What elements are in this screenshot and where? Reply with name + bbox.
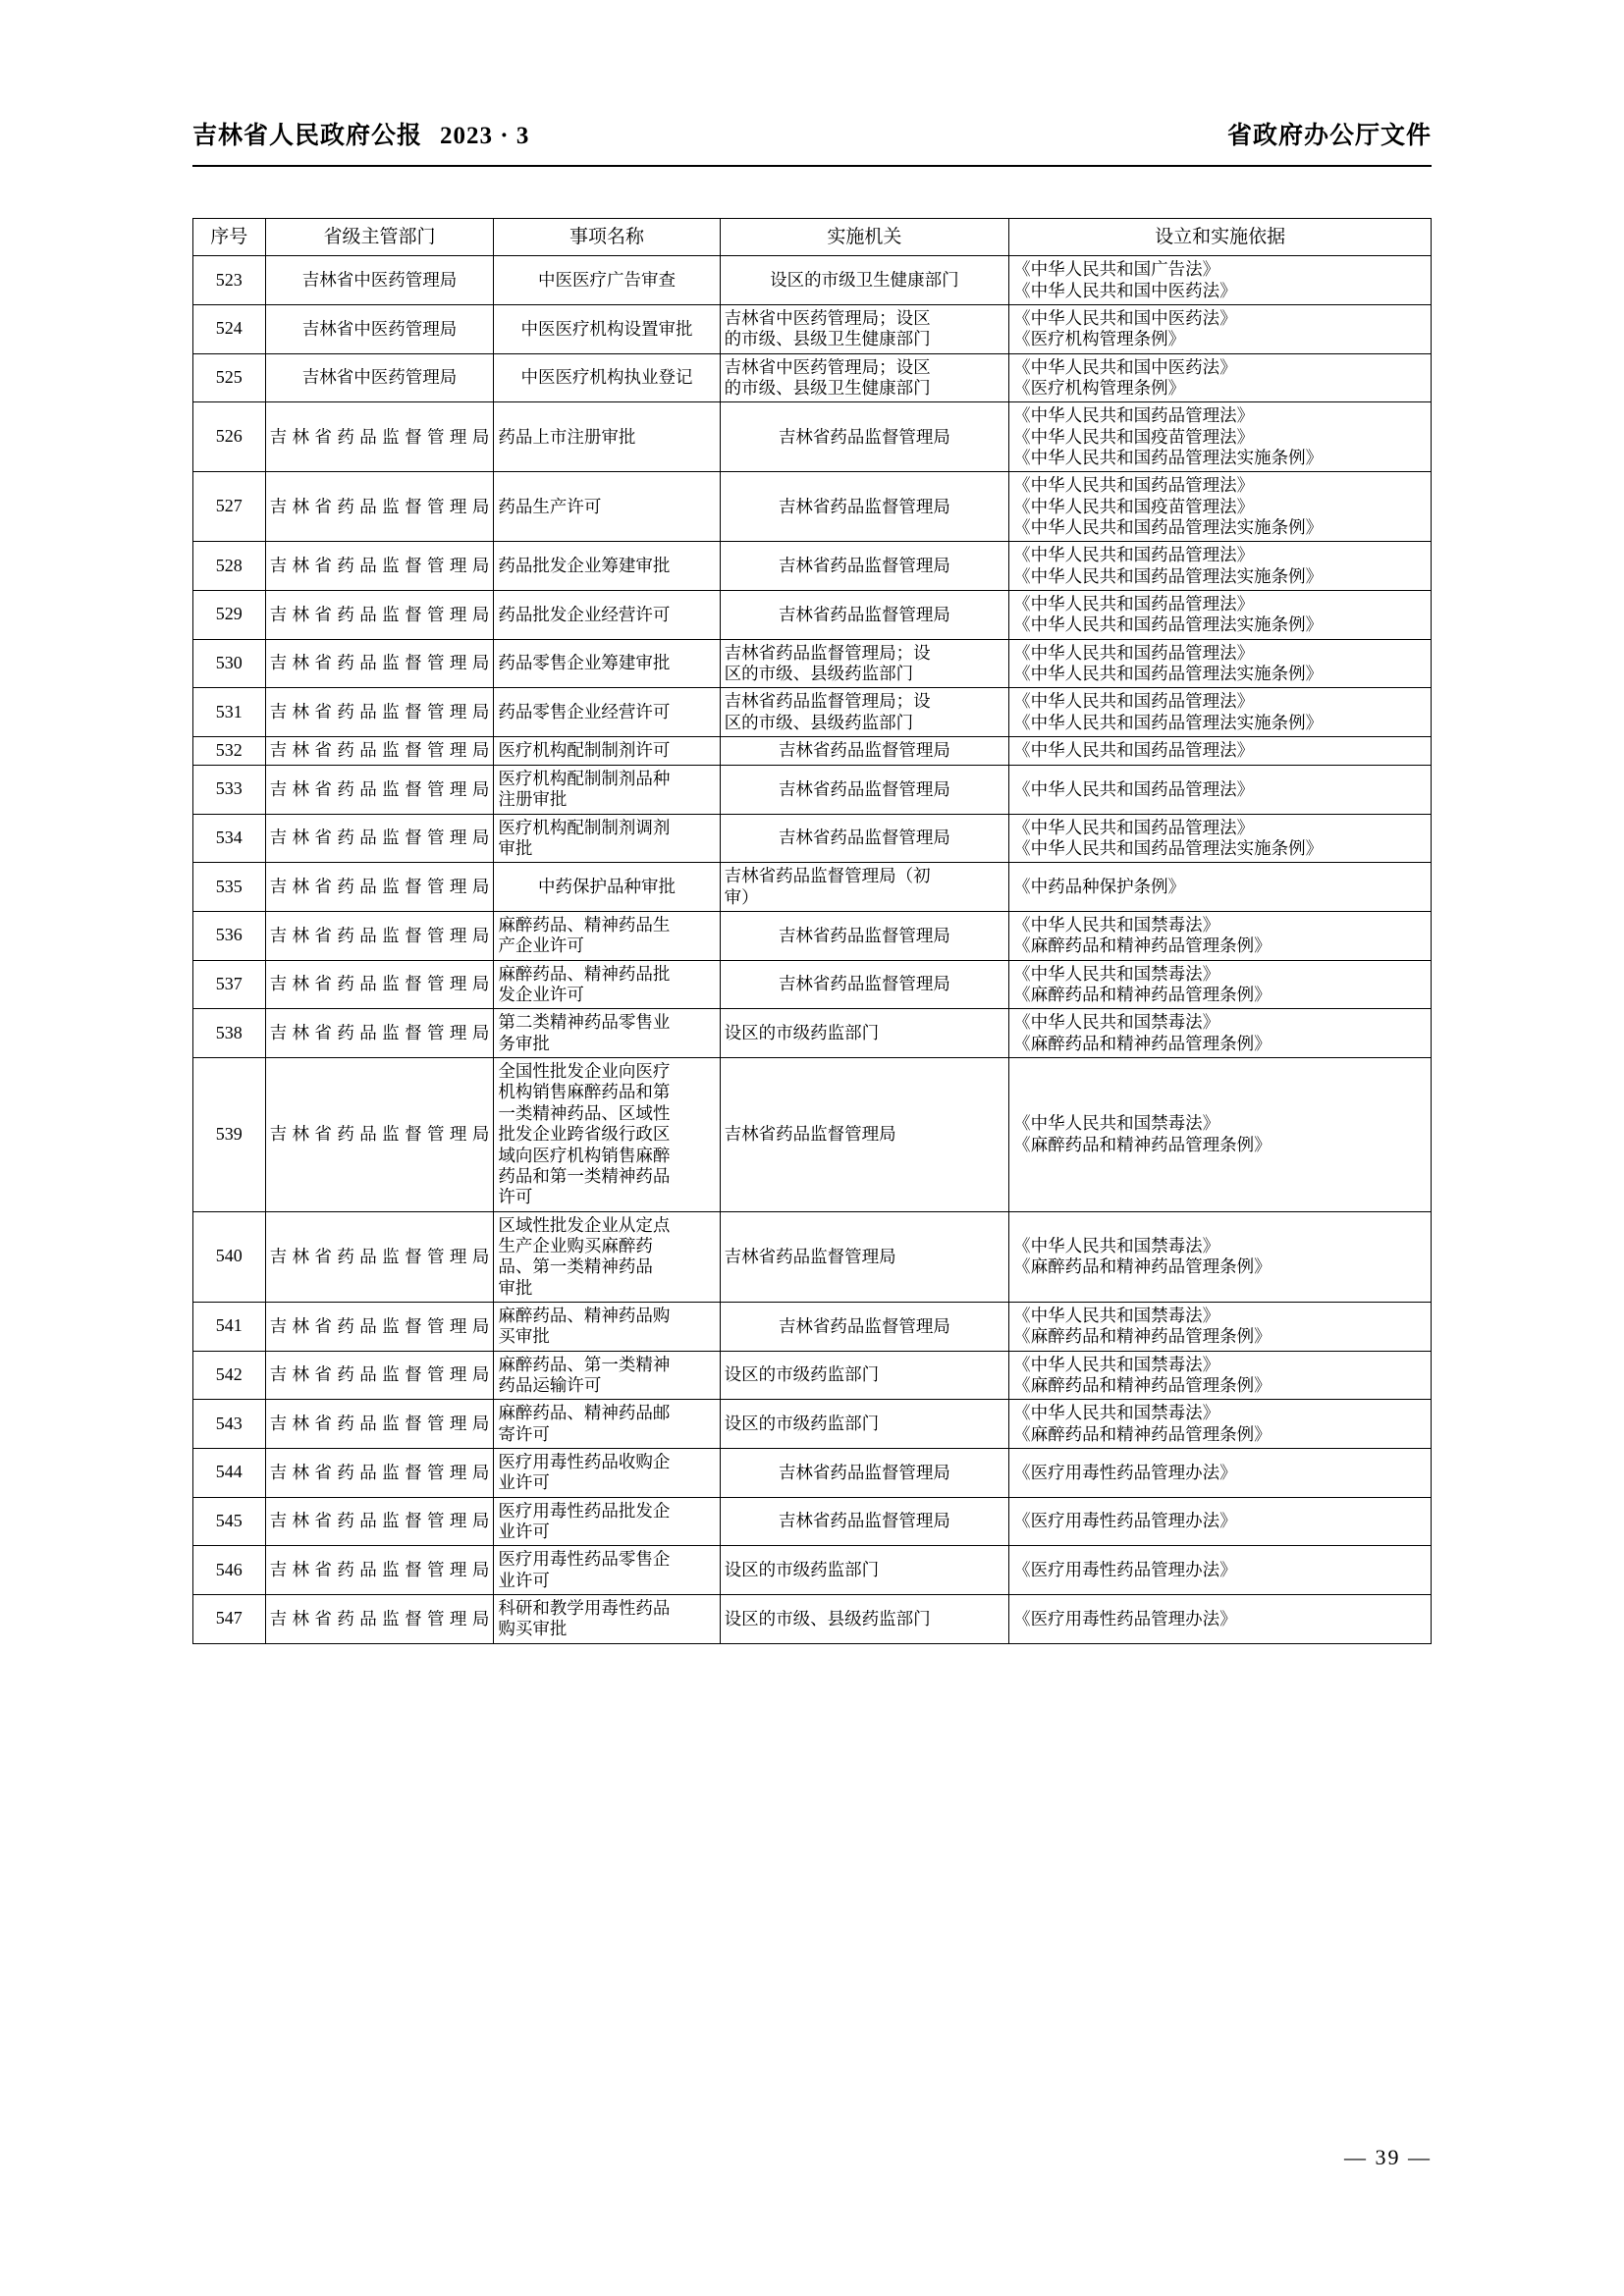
cell-item-name-line: 购买审批 (498, 1619, 568, 1639)
cell-legal-basis (1009, 1009, 1432, 1058)
cell-implementing-organ-line: 吉林省药品监督管理局；设 (724, 691, 931, 712)
cell-legal-basis-line: 《中华人民共和国禁毒法》 (1013, 963, 1220, 984)
cell-item-name: 药品上市注册审批 (494, 402, 720, 472)
cell-implementing-organ-line: 区的市级、县级药监部门 (724, 712, 914, 732)
cell-implementing-organ (720, 863, 1008, 912)
cell-item-name-line: 麻醉药品、精神药品邮 (498, 1403, 671, 1423)
cell-department: 吉林省药品监督管理局 (265, 1058, 494, 1211)
cell-department: 吉林省药品监督管理局 (265, 1546, 494, 1595)
cell-legal-basis (1009, 402, 1432, 472)
table-row (193, 688, 1432, 737)
page-header (192, 116, 1432, 151)
cell-legal-basis (1009, 542, 1432, 591)
cell-sequence: 537 (193, 960, 266, 1009)
cell-implementing-organ (720, 353, 1008, 402)
cell-sequence: 533 (193, 766, 266, 815)
table-row (193, 590, 1432, 639)
cell-legal-basis-line: 《中华人民共和国药品管理法》 (1013, 740, 1255, 761)
cell-legal-basis-line: 《中华人民共和国药品管理法》 (1013, 593, 1255, 614)
cell-implementing-organ (720, 639, 1008, 688)
cell-sequence: 539 (193, 1058, 266, 1211)
cell-item-name-line: 许可 (498, 1187, 533, 1207)
cell-legal-basis-line: 《中华人民共和国禁毒法》 (1013, 1113, 1220, 1134)
cell-department: 吉林省药品监督管理局 (265, 1595, 494, 1644)
table-row (193, 1546, 1432, 1595)
cell-legal-basis-line: 《中华人民共和国禁毒法》 (1013, 915, 1220, 935)
cell-item-name-line: 医疗机构配制制剂品种 (498, 769, 671, 788)
cell-legal-basis-line: 《中药品种保护条例》 (1013, 877, 1186, 897)
cell-legal-basis (1009, 353, 1432, 402)
cell-item-name (494, 1058, 720, 1211)
cell-legal-basis-line: 《中华人民共和国禁毒法》 (1013, 1012, 1220, 1033)
cell-legal-basis-line: 《中华人民共和国药品管理法实施条例》 (1013, 614, 1324, 635)
cell-item-name-line: 买审批 (498, 1326, 550, 1347)
cell-implementing-organ: 吉林省药品监督管理局 (720, 737, 1008, 766)
table-row (193, 766, 1432, 815)
cell-item-name-line: 品、第一类精神药品 (498, 1256, 653, 1277)
cell-legal-basis-line: 《医疗用毒性药品管理办法》 (1013, 1511, 1237, 1531)
cell-legal-basis-line: 《中华人民共和国广告法》 (1013, 259, 1220, 280)
header-right: 省政府办公厅文件 (1226, 123, 1432, 149)
table-row (193, 912, 1432, 961)
table-row (193, 353, 1432, 402)
cell-implementing-organ: 吉林省药品监督管理局 (720, 1211, 1008, 1302)
cell-item-name: 中医医疗机构设置审批 (494, 304, 720, 353)
cell-legal-basis-line: 《中华人民共和国药品管理法》 (1013, 545, 1255, 565)
cell-department: 吉林省药品监督管理局 (265, 1009, 494, 1058)
cell-implementing-organ: 吉林省药品监督管理局 (720, 1448, 1008, 1497)
cell-department: 吉林省药品监督管理局 (265, 737, 494, 766)
cell-item-name (494, 912, 720, 961)
cell-item-name (494, 1595, 720, 1644)
cell-legal-basis-line: 《医疗机构管理条例》 (1013, 377, 1186, 398)
cell-legal-basis-line: 《中华人民共和国药品管理法实施条例》 (1013, 712, 1324, 732)
cell-legal-basis-line: 《医疗机构管理条例》 (1013, 329, 1186, 349)
cell-item-name-line: 医疗用毒性药品收购企 (498, 1451, 671, 1471)
cell-implementing-organ: 设区的市级卫生健康部门 (720, 256, 1008, 305)
cell-sequence: 536 (193, 912, 266, 961)
cell-item-name-line: 业许可 (498, 1570, 550, 1590)
column-header-dept: 省级主管部门 (265, 219, 494, 256)
cell-sequence: 547 (193, 1595, 266, 1644)
table-row (193, 639, 1432, 688)
cell-item-name-line: 麻醉药品、第一类精神 (498, 1354, 671, 1374)
cell-sequence: 534 (193, 814, 266, 863)
cell-legal-basis-line: 《中华人民共和国药品管理法》 (1013, 642, 1255, 663)
cell-sequence: 543 (193, 1400, 266, 1449)
cell-item-name-line: 全国性批发企业向医疗 (498, 1061, 671, 1082)
cell-implementing-organ: 吉林省药品监督管理局 (720, 912, 1008, 961)
table-header-row (193, 219, 1432, 256)
cell-implementing-organ: 吉林省药品监督管理局 (720, 814, 1008, 863)
table-row (193, 402, 1432, 472)
table-row (193, 1497, 1432, 1546)
cell-item-name-line: 业许可 (498, 1522, 550, 1541)
gazette-title: 吉林省人民政府公报 (192, 123, 423, 149)
cell-department: 吉林省药品监督管理局 (265, 912, 494, 961)
cell-implementing-organ: 吉林省药品监督管理局 (720, 402, 1008, 472)
cell-item-name-line: 审批 (498, 1277, 533, 1298)
cell-item-name: 中医医疗广告审查 (494, 256, 720, 305)
table-row (193, 304, 1432, 353)
cell-item-name-line: 寄许可 (498, 1423, 550, 1444)
cell-sequence: 538 (193, 1009, 266, 1058)
cell-item-name: 医疗机构配制制剂许可 (494, 737, 720, 766)
cell-item-name-line: 一类精神药品、区域性 (498, 1102, 671, 1123)
cell-sequence: 526 (193, 402, 266, 472)
cell-sequence: 546 (193, 1546, 266, 1595)
cell-implementing-organ-line: 区的市级、县级药监部门 (724, 664, 914, 684)
cell-legal-basis (1009, 1448, 1432, 1497)
table-row (193, 1351, 1432, 1400)
cell-legal-basis-line: 《麻醉药品和精神药品管理条例》 (1013, 1374, 1272, 1395)
cell-sequence: 541 (193, 1302, 266, 1351)
cell-legal-basis (1009, 1211, 1432, 1302)
cell-item-name (494, 1351, 720, 1400)
cell-item-name-line: 科研和教学用毒性药品 (498, 1598, 671, 1619)
cell-department: 吉林省药品监督管理局 (265, 542, 494, 591)
cell-item-name-line: 区域性批发企业从定点 (498, 1214, 671, 1235)
cell-department: 吉林省药品监督管理局 (265, 1400, 494, 1449)
cell-sequence: 544 (193, 1448, 266, 1497)
cell-department: 吉林省药品监督管理局 (265, 1302, 494, 1351)
cell-item-name (494, 1400, 720, 1449)
cell-item-name-line: 麻醉药品、精神药品购 (498, 1305, 671, 1325)
cell-implementing-organ: 设区的市级药监部门 (720, 1400, 1008, 1449)
cell-legal-basis-line: 《中华人民共和国药品管理法实施条例》 (1013, 516, 1324, 537)
cell-item-name-line: 医疗用毒性药品零售企 (498, 1549, 671, 1570)
table-row (193, 737, 1432, 766)
cell-item-name-line: 第二类精神药品零售业 (498, 1012, 671, 1033)
cell-legal-basis (1009, 1058, 1432, 1211)
cell-item-name: 药品生产许可 (494, 472, 720, 542)
cell-implementing-organ: 吉林省药品监督管理局 (720, 1497, 1008, 1546)
cell-legal-basis-line: 《麻醉药品和精神药品管理条例》 (1013, 1134, 1272, 1154)
header-left (192, 116, 529, 151)
cell-department: 吉林省药品监督管理局 (265, 402, 494, 472)
cell-item-name (494, 1546, 720, 1595)
cell-legal-basis-line: 《麻醉药品和精神药品管理条例》 (1013, 1256, 1272, 1277)
cell-implementing-organ: 吉林省药品监督管理局 (720, 1302, 1008, 1351)
cell-implementing-organ: 设区的市级药监部门 (720, 1009, 1008, 1058)
cell-legal-basis (1009, 256, 1432, 305)
column-header-seq: 序号 (193, 219, 266, 256)
cell-legal-basis (1009, 912, 1432, 961)
administrative-items-table (192, 218, 1432, 1644)
cell-item-name-line: 医疗用毒性药品批发企 (498, 1500, 671, 1521)
cell-legal-basis-line: 《中华人民共和国禁毒法》 (1013, 1305, 1220, 1325)
cell-item-name-line: 麻醉药品、精神药品生 (498, 915, 671, 935)
cell-legal-basis (1009, 766, 1432, 815)
cell-legal-basis-line: 《中华人民共和国药品管理法》 (1013, 817, 1255, 837)
cell-implementing-organ-line: 吉林省中医药管理局；设区 (724, 356, 931, 377)
header-divider (192, 165, 1432, 167)
cell-item-name: 药品批发企业经营许可 (494, 590, 720, 639)
cell-item-name-line: 发企业许可 (498, 985, 584, 1005)
cell-legal-basis-line: 《中华人民共和国禁毒法》 (1013, 1403, 1220, 1423)
table-row (193, 1058, 1432, 1211)
cell-sequence: 527 (193, 472, 266, 542)
cell-legal-basis (1009, 737, 1432, 766)
cell-item-name-line: 批发企业跨省级行政区 (498, 1124, 671, 1145)
cell-implementing-organ (720, 688, 1008, 737)
cell-implementing-organ: 吉林省药品监督管理局 (720, 766, 1008, 815)
cell-implementing-organ-line: 吉林省中医药管理局；设区 (724, 307, 931, 328)
cell-item-name-line: 域向医疗机构销售麻醉 (498, 1145, 671, 1165)
cell-implementing-organ: 吉林省药品监督管理局 (720, 960, 1008, 1009)
cell-sequence: 524 (193, 304, 266, 353)
table-row (193, 1211, 1432, 1302)
cell-legal-basis-line: 《中华人民共和国禁毒法》 (1013, 1354, 1220, 1374)
cell-legal-basis (1009, 814, 1432, 863)
cell-department: 吉林省药品监督管理局 (265, 1448, 494, 1497)
cell-department: 吉林省药品监督管理局 (265, 863, 494, 912)
cell-legal-basis (1009, 1546, 1432, 1595)
cell-legal-basis-line: 《医疗用毒性药品管理办法》 (1013, 1608, 1237, 1629)
cell-legal-basis (1009, 472, 1432, 542)
column-header-org: 实施机关 (720, 219, 1008, 256)
cell-item-name (494, 1497, 720, 1546)
cell-item-name-line: 注册审批 (498, 789, 568, 810)
cell-sequence: 529 (193, 590, 266, 639)
cell-implementing-organ: 设区的市级药监部门 (720, 1546, 1008, 1595)
table-row (193, 1448, 1432, 1497)
table-row (193, 472, 1432, 542)
cell-item-name (494, 1448, 720, 1497)
cell-legal-basis-line: 《中华人民共和国药品管理法实施条例》 (1013, 447, 1324, 467)
cell-sequence: 532 (193, 737, 266, 766)
table-row (193, 1302, 1432, 1351)
table-row (193, 814, 1432, 863)
gazette-issue: 2023 · 3 (440, 123, 530, 149)
table-row (193, 1400, 1432, 1449)
cell-legal-basis (1009, 688, 1432, 737)
cell-sequence: 530 (193, 639, 266, 688)
cell-legal-basis-line: 《中华人民共和国药品管理法实施条例》 (1013, 838, 1324, 859)
cell-department: 吉林省中医药管理局 (265, 256, 494, 305)
cell-legal-basis (1009, 1595, 1432, 1644)
cell-legal-basis (1009, 1302, 1432, 1351)
cell-item-name: 药品零售企业经营许可 (494, 688, 720, 737)
cell-legal-basis-line: 《麻醉药品和精神药品管理条例》 (1013, 1423, 1272, 1444)
cell-item-name (494, 1211, 720, 1302)
cell-implementing-organ: 吉林省药品监督管理局 (720, 1058, 1008, 1211)
cell-implementing-organ: 设区的市级药监部门 (720, 1351, 1008, 1400)
cell-legal-basis (1009, 863, 1432, 912)
cell-sequence: 525 (193, 353, 266, 402)
cell-implementing-organ-line: 吉林省药品监督管理局（初 (724, 866, 931, 886)
table-row (193, 863, 1432, 912)
cell-implementing-organ: 吉林省药品监督管理局 (720, 472, 1008, 542)
cell-department: 吉林省中医药管理局 (265, 304, 494, 353)
cell-item-name (494, 960, 720, 1009)
cell-department: 吉林省药品监督管理局 (265, 960, 494, 1009)
cell-department: 吉林省中医药管理局 (265, 353, 494, 402)
cell-implementing-organ: 设区的市级、县级药监部门 (720, 1595, 1008, 1644)
cell-department: 吉林省药品监督管理局 (265, 1497, 494, 1546)
cell-implementing-organ: 吉林省药品监督管理局 (720, 590, 1008, 639)
cell-item-name: 药品批发企业筹建审批 (494, 542, 720, 591)
cell-sequence: 535 (193, 863, 266, 912)
cell-item-name (494, 1009, 720, 1058)
cell-item-name (494, 814, 720, 863)
cell-item-name-line: 生产企业购买麻醉药 (498, 1235, 653, 1255)
cell-item-name-line: 机构销售麻醉药品和第 (498, 1082, 671, 1102)
cell-item-name (494, 1302, 720, 1351)
cell-item-name (494, 766, 720, 815)
cell-legal-basis (1009, 1497, 1432, 1546)
cell-department: 吉林省药品监督管理局 (265, 688, 494, 737)
cell-implementing-organ: 吉林省药品监督管理局 (720, 542, 1008, 591)
cell-department: 吉林省药品监督管理局 (265, 639, 494, 688)
cell-legal-basis-line: 《麻醉药品和精神药品管理条例》 (1013, 935, 1272, 956)
cell-sequence: 523 (193, 256, 266, 305)
cell-legal-basis-line: 《中华人民共和国中医药法》 (1013, 356, 1237, 377)
cell-legal-basis (1009, 590, 1432, 639)
cell-department: 吉林省药品监督管理局 (265, 1211, 494, 1302)
column-header-basis: 设立和实施依据 (1009, 219, 1432, 256)
cell-implementing-organ-line: 的市级、县级卫生健康部门 (724, 377, 931, 398)
cell-legal-basis-line: 《中华人民共和国药品管理法》 (1013, 691, 1255, 712)
cell-item-name-line: 药品和第一类精神药品 (498, 1165, 671, 1186)
cell-department: 吉林省药品监督管理局 (265, 472, 494, 542)
column-header-item: 事项名称 (494, 219, 720, 256)
cell-legal-basis (1009, 960, 1432, 1009)
cell-legal-basis (1009, 639, 1432, 688)
cell-item-name: 中医医疗机构执业登记 (494, 353, 720, 402)
cell-item-name-line: 麻醉药品、精神药品批 (498, 963, 671, 984)
cell-legal-basis-line: 《中华人民共和国禁毒法》 (1013, 1235, 1220, 1255)
cell-sequence: 542 (193, 1351, 266, 1400)
cell-item-name: 药品零售企业筹建审批 (494, 639, 720, 688)
cell-legal-basis (1009, 1400, 1432, 1449)
cell-sequence: 540 (193, 1211, 266, 1302)
cell-department: 吉林省药品监督管理局 (265, 814, 494, 863)
cell-legal-basis-line: 《中华人民共和国疫苗管理法》 (1013, 496, 1255, 516)
page-number: — 39 — (1344, 2145, 1432, 2169)
cell-item-name-line: 医疗机构配制制剂调剂 (498, 817, 671, 837)
cell-item-name-line: 产企业许可 (498, 935, 584, 956)
cell-legal-basis-line: 《中华人民共和国疫苗管理法》 (1013, 426, 1255, 447)
cell-legal-basis-line: 《麻醉药品和精神药品管理条例》 (1013, 985, 1272, 1005)
table-row (193, 1595, 1432, 1644)
cell-implementing-organ-line: 的市级、县级卫生健康部门 (724, 329, 931, 349)
cell-legal-basis-line: 《中华人民共和国中医药法》 (1013, 307, 1237, 328)
cell-department: 吉林省药品监督管理局 (265, 1351, 494, 1400)
cell-legal-basis (1009, 304, 1432, 353)
cell-sequence: 545 (193, 1497, 266, 1546)
cell-item-name-line: 业许可 (498, 1472, 550, 1493)
cell-implementing-organ-line: 审） (724, 886, 759, 907)
table-row (193, 960, 1432, 1009)
cell-legal-basis-line: 《中华人民共和国药品管理法》 (1013, 475, 1255, 496)
table-row (193, 1009, 1432, 1058)
cell-sequence: 531 (193, 688, 266, 737)
cell-item-name: 中药保护品种审批 (494, 863, 720, 912)
cell-item-name-line: 务审批 (498, 1033, 550, 1053)
cell-sequence: 528 (193, 542, 266, 591)
cell-legal-basis-line: 《麻醉药品和精神药品管理条例》 (1013, 1033, 1272, 1053)
cell-legal-basis-line: 《中华人民共和国药品管理法实施条例》 (1013, 565, 1324, 586)
cell-legal-basis-line: 《医疗用毒性药品管理办法》 (1013, 1560, 1237, 1580)
cell-legal-basis-line: 《中华人民共和国药品管理法》 (1013, 405, 1255, 426)
cell-legal-basis-line: 《中华人民共和国药品管理法》 (1013, 778, 1255, 799)
table-row (193, 542, 1432, 591)
cell-implementing-organ-line: 吉林省药品监督管理局；设 (724, 642, 931, 663)
cell-implementing-organ (720, 304, 1008, 353)
cell-department: 吉林省药品监督管理局 (265, 766, 494, 815)
cell-legal-basis-line: 《中华人民共和国中医药法》 (1013, 280, 1237, 300)
cell-legal-basis (1009, 1351, 1432, 1400)
cell-legal-basis-line: 《医疗用毒性药品管理办法》 (1013, 1462, 1237, 1482)
cell-item-name-line: 药品运输许可 (498, 1374, 602, 1395)
cell-legal-basis-line: 《中华人民共和国药品管理法实施条例》 (1013, 664, 1324, 684)
cell-department: 吉林省药品监督管理局 (265, 590, 494, 639)
table-row (193, 256, 1432, 305)
cell-item-name-line: 审批 (498, 838, 533, 859)
cell-legal-basis-line: 《麻醉药品和精神药品管理条例》 (1013, 1326, 1272, 1347)
